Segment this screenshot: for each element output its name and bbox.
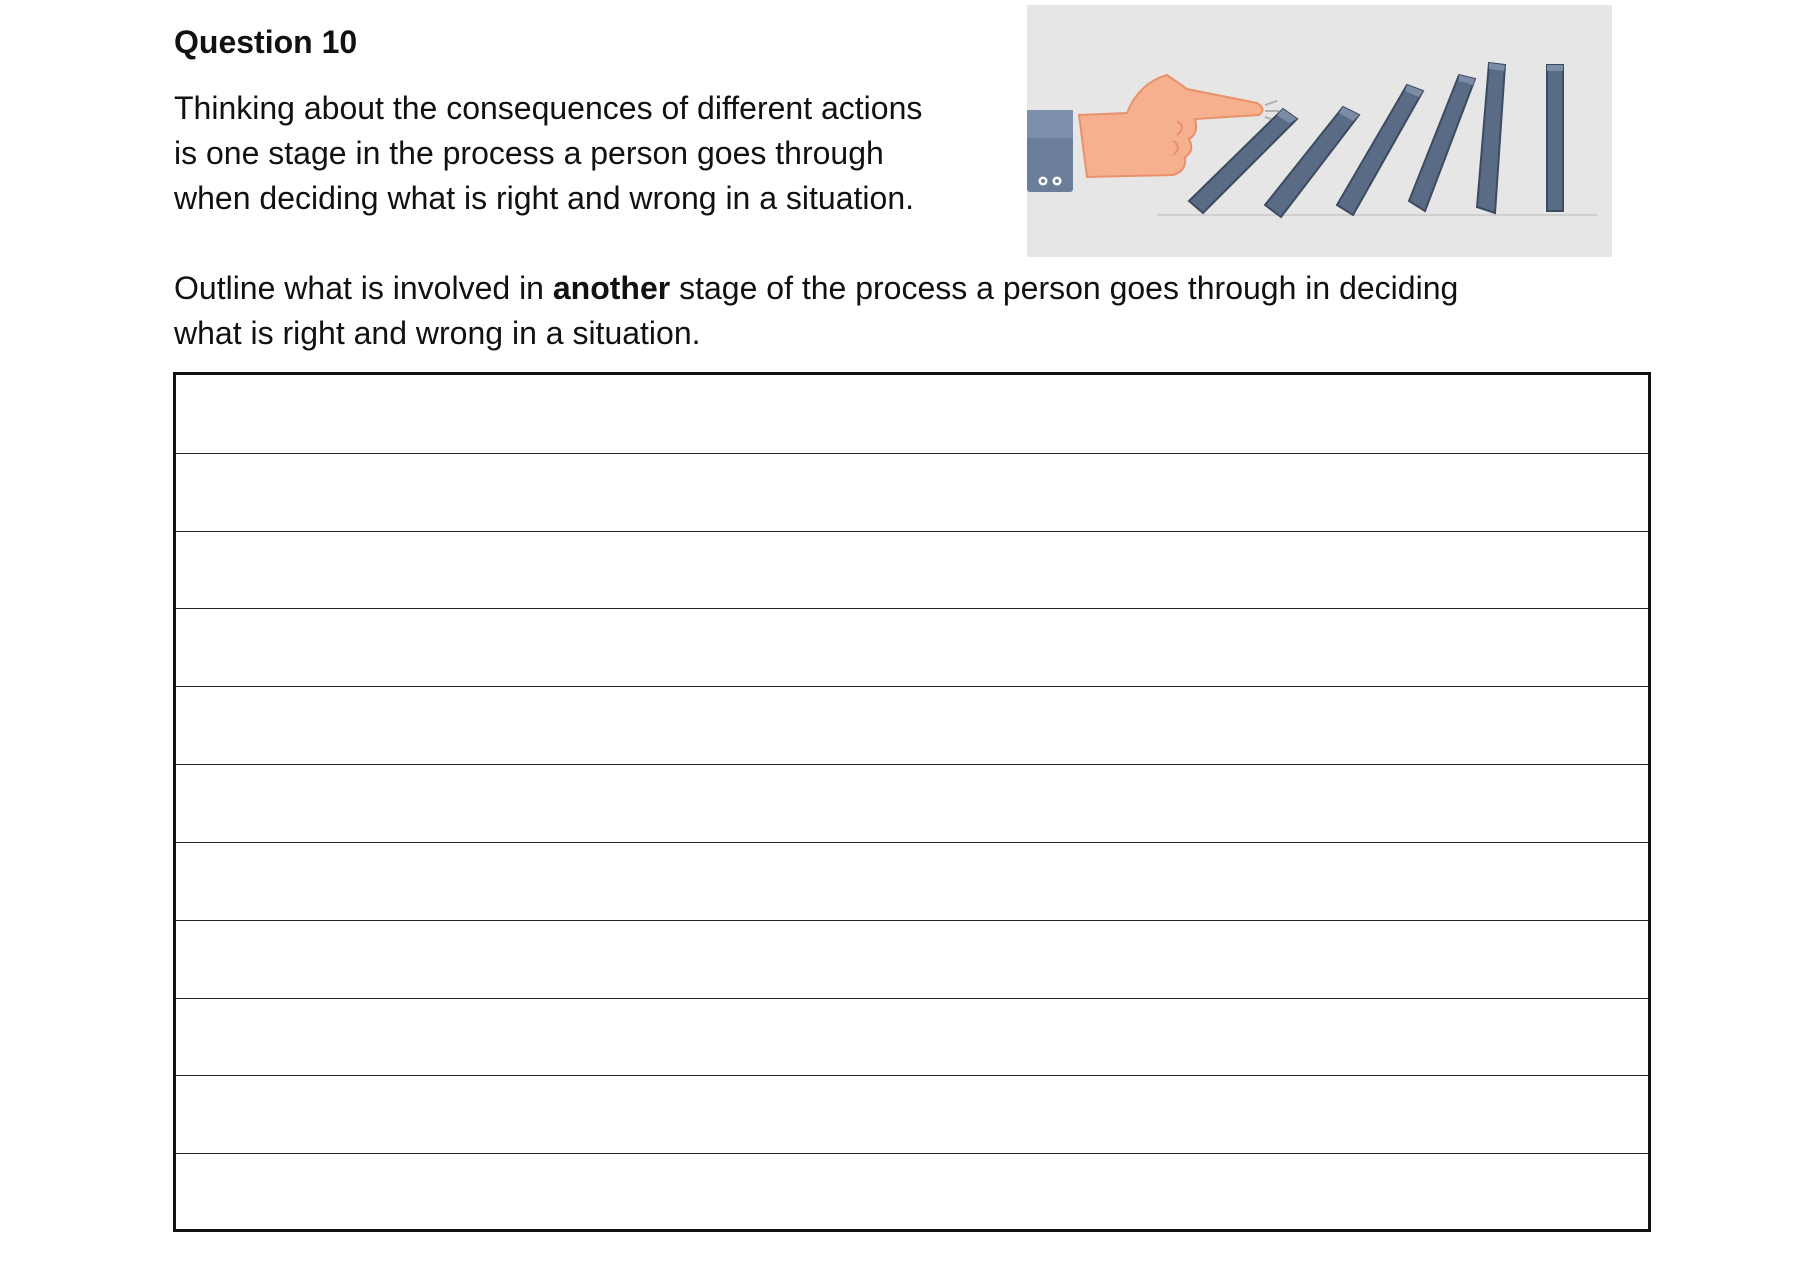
answer-line [176, 842, 1648, 843]
intro-line: Thinking about the consequences of different actions [174, 90, 923, 126]
answer-line [176, 608, 1648, 609]
intro-line: when deciding what is right and wrong in a situation. [174, 180, 914, 216]
answer-line [176, 1075, 1648, 1076]
intro-line: is one stage in the process a person goes through [174, 135, 884, 171]
domino-illustration [1027, 5, 1612, 257]
answer-line [176, 531, 1648, 532]
question-intro [174, 86, 1014, 221]
question-prompt [174, 266, 1624, 356]
answer-line [176, 686, 1648, 687]
answer-line [176, 998, 1648, 999]
question-title: Question 10 [174, 24, 358, 60]
prompt-text: stage of the process a person goes through in deciding [670, 270, 1459, 306]
prompt-text: Outline what is involved in [174, 270, 553, 306]
answer-line [176, 453, 1648, 454]
answer-area[interactable] [173, 372, 1651, 1232]
prompt-emphasis: another [552, 270, 671, 306]
answer-line [176, 920, 1648, 921]
answer-line [176, 764, 1648, 765]
prompt-line-2: what is right and wrong in a situation. [174, 315, 701, 351]
domino-hand-icon [1027, 5, 1612, 257]
answer-line [176, 1153, 1648, 1154]
prompt-line-1 [174, 266, 1624, 311]
